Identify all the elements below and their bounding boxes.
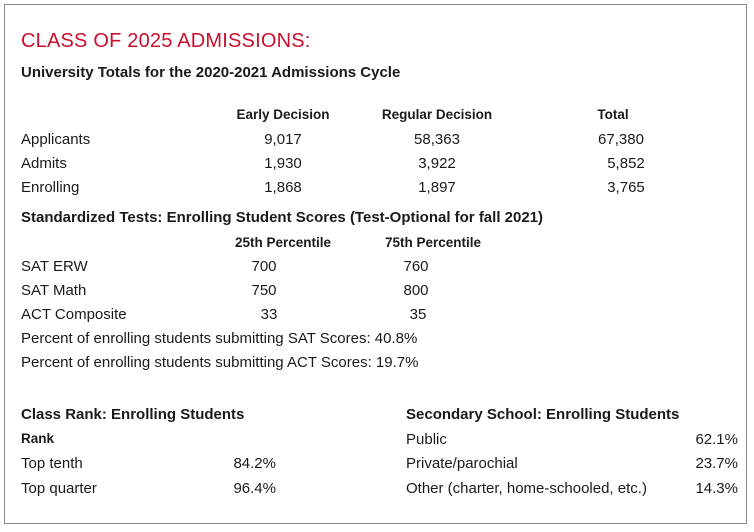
- admits-regular: 3,922: [418, 155, 456, 172]
- rank-value-top-tenth: 84.2%: [233, 455, 276, 472]
- school-label-other: Other (charter, home-schooled, etc.): [406, 480, 647, 497]
- enrolling-total: 3,765: [607, 179, 645, 196]
- page-title: CLASS OF 2025 ADMISSIONS:: [21, 30, 311, 52]
- school-value-other: 14.3%: [695, 480, 738, 497]
- row-label-admits: Admits: [21, 155, 67, 172]
- enrolling-early: 1,868: [264, 179, 302, 196]
- act-submission-rate: Percent of enrolling students submitting ACT Scores: 19.7%: [21, 354, 419, 371]
- class-rank-heading: Class Rank: Enrolling Students: [21, 406, 245, 423]
- school-label-private: Private/parochial: [406, 455, 518, 472]
- applicants-early: 9,017: [264, 131, 302, 148]
- sat-erw-25th: 700: [251, 258, 277, 275]
- row-label-sat-math: SAT Math: [21, 282, 87, 299]
- row-label-act-composite: ACT Composite: [21, 306, 127, 323]
- row-label-applicants: Applicants: [21, 131, 91, 148]
- col-75th-percentile: 75th Percentile: [384, 235, 482, 250]
- col-regular-decision: Regular Decision: [381, 107, 493, 122]
- sat-erw-75th: 760: [403, 258, 429, 275]
- col-early-decision: Early Decision: [236, 107, 330, 122]
- totals-heading: University Totals for the 2020-2021 Admissions Cycle: [21, 64, 401, 81]
- admits-early: 1,930: [264, 155, 302, 172]
- school-value-public: 62.1%: [695, 431, 738, 448]
- enrolling-regular: 1,897: [418, 179, 456, 196]
- admits-total: 5,852: [607, 155, 645, 172]
- sat-math-25th: 750: [251, 282, 277, 299]
- rank-label-top-quarter: Top quarter: [21, 480, 97, 497]
- rank-subheading: Rank: [21, 431, 55, 446]
- tests-heading: Standardized Tests: Enrolling Student Scores (Test-Optional for fall 2021): [21, 209, 544, 226]
- secondary-school-heading: Secondary School: Enrolling Students: [406, 406, 680, 423]
- act-composite-25th: 33: [260, 306, 278, 323]
- row-label-enrolling: Enrolling: [21, 179, 80, 196]
- col-25th-percentile: 25th Percentile: [234, 235, 332, 250]
- school-label-public: Public: [406, 431, 447, 448]
- sat-submission-rate: Percent of enrolling students submitting SAT Scores: 40.8%: [21, 330, 418, 347]
- sat-math-75th: 800: [403, 282, 429, 299]
- row-label-sat-erw: SAT ERW: [21, 258, 88, 275]
- applicants-total: 67,380: [598, 131, 644, 148]
- rank-value-top-quarter: 96.4%: [233, 480, 276, 497]
- rank-label-top-tenth: Top tenth: [21, 455, 83, 472]
- school-value-private: 23.7%: [695, 455, 738, 472]
- col-total: Total: [597, 107, 629, 122]
- applicants-regular: 58,363: [414, 131, 460, 148]
- act-composite-75th: 35: [409, 306, 427, 323]
